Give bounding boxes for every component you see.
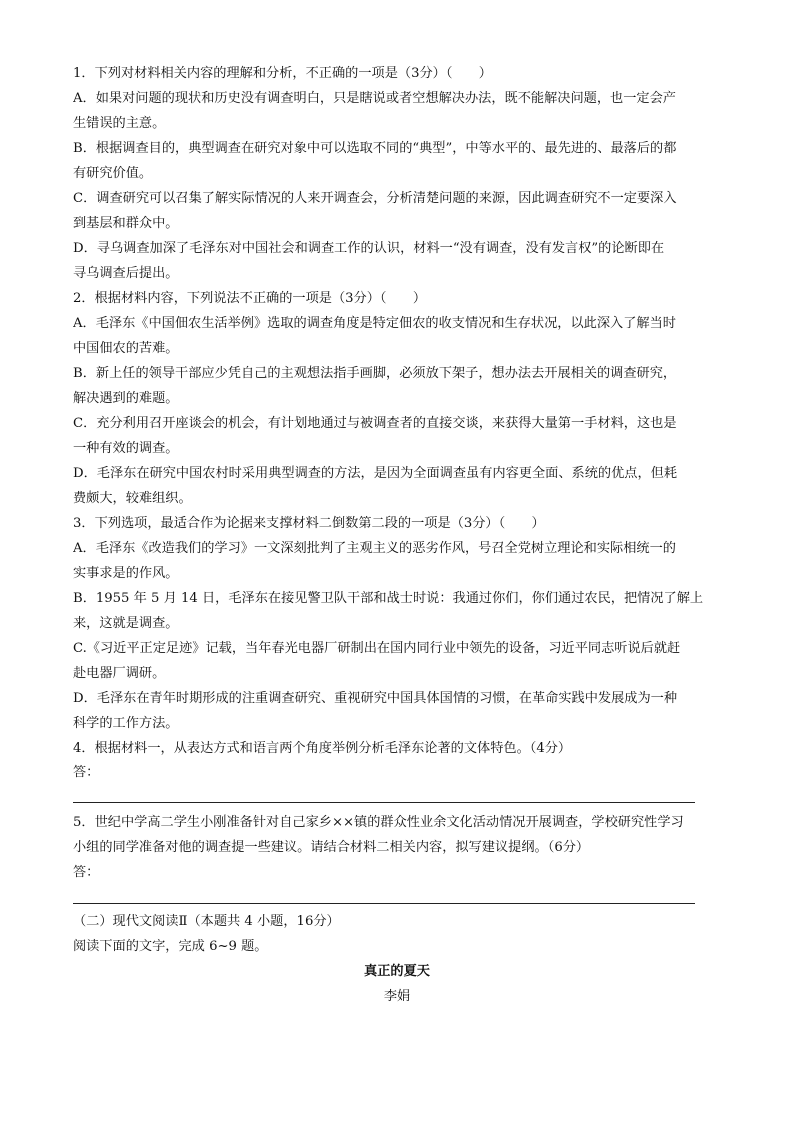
- q2-option-d-line1: D．毛泽东在研究中国农村时采用典型调查的方法，是因为全面调查虽有内容更全面、系统的优点，但耗: [73, 466, 678, 481]
- q2-stem: 2．根据材料内容，下列说法不正确的一项是（3分）（ ）: [73, 291, 427, 306]
- q1-option-d-line2: 寻乌调查后提出。: [73, 266, 179, 281]
- q3-option-d-line1: D．毛泽东在青年时期形成的注重调查研究、重视研究中国具体国情的习惯，在革命实践中发展成为一种: [73, 691, 678, 706]
- q2-option-a-line2: 中国佃农的苦难。: [73, 341, 179, 356]
- q4-answer-line[interactable]: [73, 802, 695, 803]
- q2-option-a-line1: A．毛泽东《中国佃农生活举例》选取的调查角度是特定佃农的收支情况和生存状况，以此深入了解当时: [73, 316, 676, 331]
- q4-answer-label: 答：: [73, 765, 100, 780]
- q2-option-b-line2: 解决遇到的难题。: [73, 391, 179, 406]
- q2-option-d-line2: 费颇大，较难组织。: [73, 491, 192, 506]
- q5-stem-line1: 5．世纪中学高二学生小刚准备针对自己家乡××镇的群众性业余文化活动情况开展调查，学校研究性学习: [73, 815, 684, 830]
- section-heading: （二）现代文阅读Ⅱ（本题共 4 小题，16分）: [73, 914, 340, 929]
- q2-option-b-line1: B．新上任的领导干部应少凭自己的主观想法指手画脚，必须放下架子，想办法去开展相关的调查研究，: [73, 366, 677, 381]
- q3-stem: 3．下列选项，最适合作为论据来支撑材料二倒数第二段的一项是（3分）（ ）: [73, 516, 545, 531]
- q2-option-c-line2: 一种有效的调查。: [73, 441, 179, 456]
- q3-option-b-line2: 来，这就是调查。: [73, 616, 179, 631]
- q3-option-c-line1: C.《习近平正定足迹》记载，当年春光电器厂研制出在国内同行业中领先的设备，习近平同志听说后就赶: [73, 641, 681, 656]
- passage-title: 真正的夏天: [364, 964, 430, 979]
- section-instruction: 阅读下面的文字，完成 6~9 题。: [73, 939, 268, 954]
- passage-author: 李娟: [383, 989, 411, 1004]
- q3-option-a-line1: A．毛泽东《改造我们的学习》一文深刻批判了主观主义的恶劣作风，号召全党树立理论和实际相统一的: [73, 541, 676, 556]
- q3-option-b-line1: B．1955 年 5 月 14 日，毛泽东在接见警卫队干部和战士时说：我通过你们，你们通过农民，把情况了解上: [73, 591, 704, 606]
- q5-answer-label: 答：: [73, 865, 100, 880]
- q1-option-b-line2: 有研究价值。: [73, 166, 153, 181]
- q1-stem: 1．下列对材料相关内容的理解和分析，不正确的一项是（3分）（ ）: [73, 66, 492, 81]
- q1-option-d-line1: D．寻乌调查加深了毛泽东对中国社会和调查工作的认识，材料一“没有调查，没有发言权”的论断即在: [73, 241, 665, 256]
- q5-stem-line2: 小组的同学准备对他的调查提一些建议。请结合材料二相关内容，拟写建议提纲。（6分）: [73, 840, 590, 855]
- q1-option-a-line2: 生错误的主意。: [73, 116, 166, 131]
- q1-option-b-line1: B．根据调查目的，典型调查在研究对象中可以选取不同的“典型”，中等水平的、最先进的、最落后的都: [73, 141, 677, 156]
- q1-option-c-line2: 到基层和群众中。: [73, 216, 179, 231]
- q4-stem: 4．根据材料一，从表达方式和语言两个角度举例分析毛泽东论著的文体特色。（4分）: [73, 741, 572, 756]
- q1-option-c-line1: C．调查研究可以召集了解实际情况的人来开调查会，分析清楚问题的来源，因此调查研究不一定要深入: [73, 191, 677, 206]
- q3-option-c-line2: 赴电器厂调研。: [73, 666, 166, 681]
- q3-option-d-line2: 科学的工作方法。: [73, 716, 179, 731]
- q2-option-c-line1: C．充分利用召开座谈会的机会，有计划地通过与被调查者的直接交谈，来获得大量第一手材料，这也是: [73, 416, 677, 431]
- q3-option-a-line2: 实事求是的作风。: [73, 566, 179, 581]
- q1-option-a-line1: A．如果对问题的现状和历史没有调查明白，只是瞎说或者空想解决办法，既不能解决问题，也一定会产: [73, 91, 676, 106]
- q5-answer-line[interactable]: [73, 903, 695, 904]
